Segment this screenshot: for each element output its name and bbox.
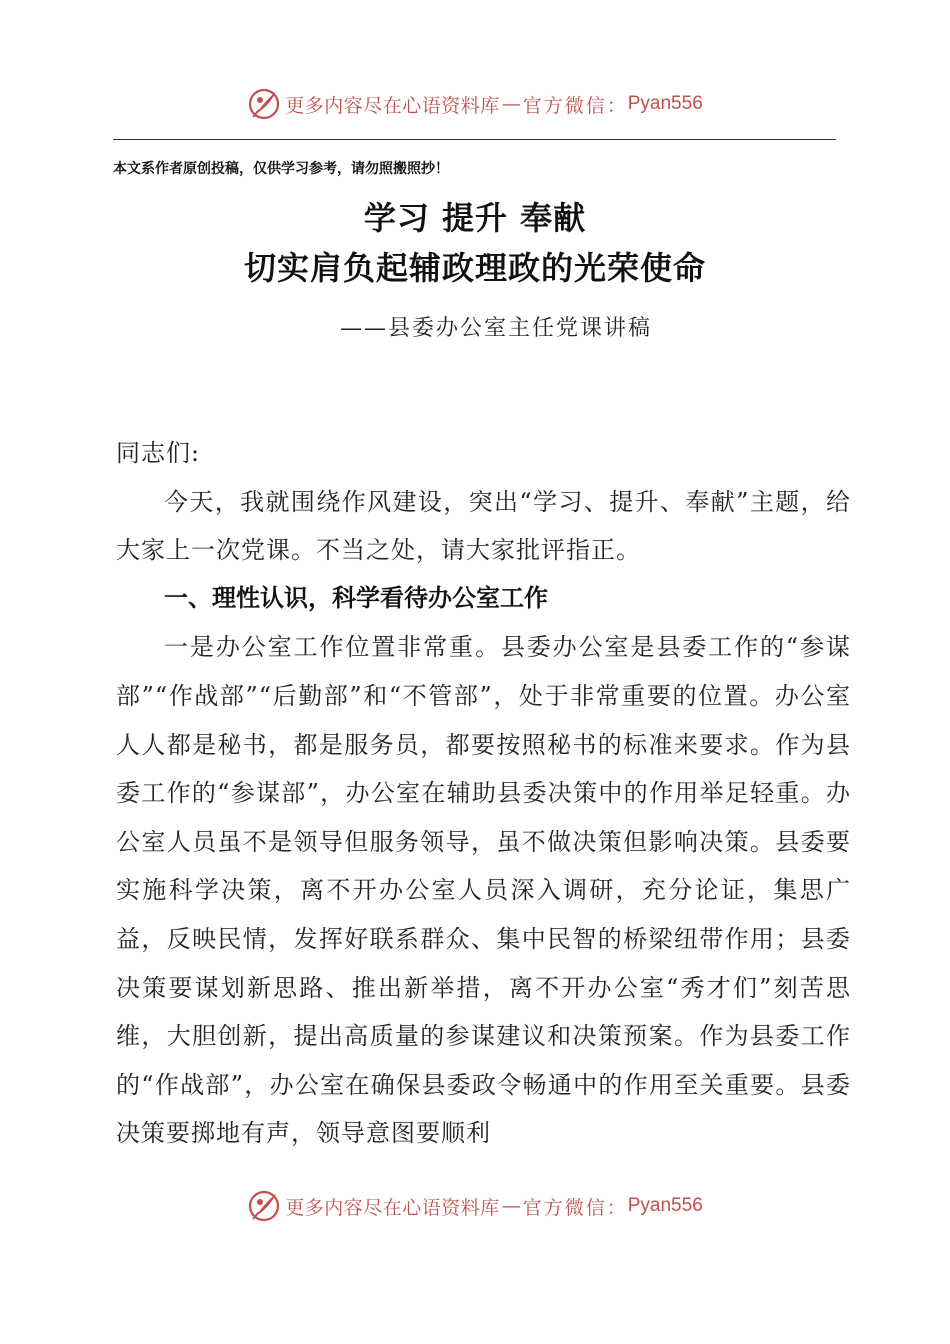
header-banner: [0, 84, 950, 124]
section-1-paragraph: 一是办公室工作位置非常重。县委办公室是县委工作的“参谋部”“作战部”“后勤部”和“不管部”，处于非常重要的位置。办公室人人都是秘书，都是服务员，都要按照秘书的标准来要求。作为县委工作的“参谋部”，办公室在辅助县委决策中的作用举足轻重。办公室人员虽不是领导但服务领导，虽不做决策但影响决策。县委要实施科学决策，离不开办公室人员深入调研，充分论证，集思广益，反映民情，发挥好联系群众、集中民智的桥梁纽带作用；县委决策要谋划新思路、推出新举措，离不开办公室“秀才们”刻苦思维，大胆创新，提出高质量的参谋建议和决策预案。作为县委工作的“作战部”，办公室在确保县委政令畅通中的作用至关重要。县委决策要掷地有声，领导意图要顺利: [116, 633, 851, 1148]
section-heading-1: 一、理性认识，科学看待办公室工作: [164, 584, 548, 612]
quill-logo-icon: [247, 87, 281, 121]
banner-official-label: 官方微信：: [522, 94, 628, 117]
banner-main-text: 更多内容尽在心语资料库: [285, 1196, 500, 1219]
footer-banner: [0, 1186, 950, 1226]
banner-official-label: 官方微信：: [522, 1196, 628, 1219]
title-line-2: 切实肩负起辅政理政的光荣使命: [243, 249, 706, 287]
salutation: 同志们:: [116, 439, 201, 467]
banner-wechat-id: Pyan556: [627, 93, 703, 114]
quill-logo-icon: [247, 1189, 281, 1223]
banner-wechat-id: Pyan556: [627, 1195, 703, 1216]
banner-main-text: 更多内容尽在心语资料库: [285, 94, 500, 117]
subtitle: ——县委办公室主任党课讲稿: [340, 316, 653, 341]
document-body: [116, 429, 851, 1158]
banner-dash: —: [501, 1195, 521, 1217]
banner-dash: —: [501, 93, 521, 115]
title-line-1: 学习 提升 奉献: [363, 199, 587, 237]
copyright-notice: 本文系作者原创投稿，仅供学习参考，请勿照搬照抄！: [113, 161, 449, 177]
intro-paragraph: 今天，我就围绕作风建设，突出“学习、提升、奉献”主题，给大家上一次党课。不当之处，请大家批评指正。: [116, 487, 851, 565]
header-divider: [113, 139, 836, 140]
